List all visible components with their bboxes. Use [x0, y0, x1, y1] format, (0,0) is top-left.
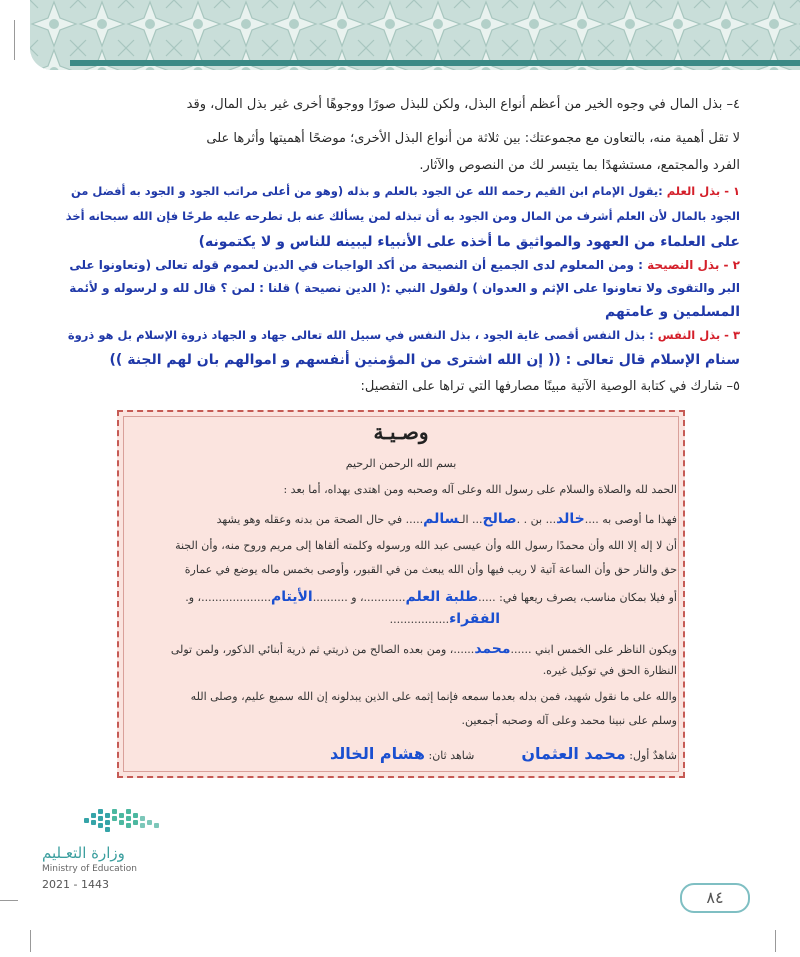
- crop-mark: [0, 900, 18, 901]
- will-line-3: حق والنار حق وأن الساعة آتية لا ريب فيها وأن الله يبعث من في القبور، وأوصى بخمس ماله يوضع في عمارة: [184, 563, 677, 576]
- will-line-8: والله على ما نقول شهيد، فمن بدله بعدما سمعه فإنما إثمه على الذين يبدلونه إن الله سميع عليم، وصلى الله: [190, 690, 677, 703]
- will-title: وصـيـة: [373, 420, 429, 444]
- handwritten-fill: الفقراء: [449, 611, 500, 627]
- question-4-line3: الفرد والمجتمع، مستشهدًا بما يتيسر لك من النصوص والآثار.: [419, 158, 740, 173]
- answer-1-line1: [71, 184, 740, 198]
- will-line-5: [390, 611, 500, 627]
- will-line-6: [171, 641, 677, 657]
- handwritten-fill: طلبة العلم: [405, 589, 479, 605]
- will-text: ............، و ..........: [312, 591, 406, 604]
- answer-1-text: :يقول الإمام ابن القيم رحمه الله عن الجود بالعلم و بذله (وهو من أعلى مراتب الجود و الجود به أفضل من: [70, 184, 667, 198]
- will-text: أو فيلا بمكان مناسب، يصرف ريعها في: .....: [478, 591, 677, 604]
- witness-1-label: شاهدٌ أول:: [629, 749, 677, 762]
- ministry-name-arabic: وزارة التعـليم: [42, 844, 125, 862]
- will-intro: الحمد لله والصلاة والسلام على رسول الله وعلى آله وصحبه ومن اهتدى بهداه، أما بعد :: [283, 483, 677, 496]
- crop-mark: [775, 930, 776, 952]
- ministry-logo-icon: [82, 806, 162, 836]
- will-text: .................: [389, 613, 450, 626]
- answer-1-line2: الجود بالمال لأن العلم أشرف من المال ومن الجود به أن تبذله لمن يسألك عنه بل تطرحه عليه طرحًا فإن الله سبحانه أخذ: [65, 209, 740, 223]
- will-text: فهذا ما أوصى به ....: [584, 513, 677, 526]
- will-basmala: بسم الله الرحمن الرحيم: [345, 457, 457, 470]
- answer-1-label: ١ - بذل العلم: [666, 184, 740, 198]
- will-text: ... بن . .: [516, 513, 557, 526]
- will-line-2: أن لا إله إلا الله وأن محمدًا رسول الله وأن عيسى عبد الله ورسوله وكلمته ألقاها إلى مريم وروح منه، وأن الجنة: [175, 539, 677, 552]
- question-5: ٥– شارك في كتابة الوصية الآتية مبينًا مصارفها التي تراها على التفصيل:: [360, 379, 740, 394]
- answer-2-line2: البر والتقوى ولا تعاونوا على الإثم و العدوان ) ولقول النبي :( الدين نصيحة ) قلنا : لمن ؟ قال لله و لرسوله و لأئمة: [69, 281, 740, 295]
- crop-mark: [30, 930, 31, 952]
- answer-2-label: ٢ - بذل النصيحة: [647, 258, 740, 272]
- answer-2-line1: [69, 258, 740, 272]
- page-number: ٨٤: [680, 883, 750, 913]
- handwritten-fill: الأيتام: [271, 589, 313, 605]
- crop-mark: [14, 20, 15, 60]
- will-line-1: [217, 511, 677, 527]
- answer-2-line3: المسلمين و عامتهم: [605, 304, 740, 320]
- will-line-7: النظارة الحق في توكيل غيره.: [542, 664, 677, 677]
- will-witnesses: [330, 744, 677, 763]
- ministry-name-english: Ministry of Education: [42, 864, 137, 874]
- answer-3-line2: سنام الإسلام قال تعالى : (( إن الله اشترى من المؤمنين أنفسهم و اموالهم بان لهم الجنة )): [109, 352, 740, 368]
- witness-2-name: هشام الخالد: [330, 744, 426, 763]
- edition-years: 2021 - 1443: [42, 878, 109, 891]
- answer-1-line3: على العلماء من العهود والمواثيق ما أخذه على الأنبياء ليبينه للناس و لا يكتمونه): [198, 234, 740, 250]
- handwritten-name: محمد: [474, 641, 511, 657]
- handwritten-name: صالح: [482, 511, 517, 527]
- answer-3-line1: [68, 328, 740, 342]
- answer-3-text: : بذل النفس أقصى غاية الجود ، بذل النفس في سبيل الله تعالى جهاد و الجهاد ذروة الإسلام بل هو ذروة: [67, 328, 658, 342]
- will-line-9: وسلم على نبينا محمد وعلى آله وصحبه أجمعين.: [461, 714, 677, 727]
- handwritten-name: سالم: [423, 511, 459, 527]
- will-text: ... الـ: [458, 513, 483, 526]
- answer-3-label: ٣ - بذل النفس: [657, 328, 740, 342]
- question-4-line1: ٤– بذل المال في وجوه الخير من أعظم أنواع البذل، ولكن للبذل صورًا ووجوهًا أخرى غير بذل المال، وقد: [186, 97, 740, 112]
- question-4-line2: لا تقل أهمية منه، بالتعاون مع مجموعتك: بين ثلاثة من أنواع البذل الأخرى؛ موضحًا أهميتها وأثرها على: [206, 131, 740, 146]
- will-line-4: [185, 589, 677, 605]
- will-text: ....................، و.: [185, 591, 272, 604]
- answer-2-text: : ومن المعلوم لدى الجميع أن النصيحة من أكد الواجبات في الدين لعموم قوله تعالى (وتعاونوا على: [69, 258, 648, 272]
- handwritten-name: خالد: [556, 511, 585, 527]
- will-text: ..... في حال الصحة من بدنه وعقله وهو يشهد: [216, 513, 424, 526]
- witness-1-name: محمد العثمان: [521, 744, 626, 763]
- witness-2-label: شاهد ثان:: [428, 749, 475, 762]
- will-text: ......، ومن بعده الصالح من ذريتي ثم ذرية أبنائي الذكور، ولمن تولى: [170, 643, 475, 656]
- header-band: [70, 60, 800, 66]
- will-text: ويكون الناظر على الخمس ابني ......: [510, 643, 677, 656]
